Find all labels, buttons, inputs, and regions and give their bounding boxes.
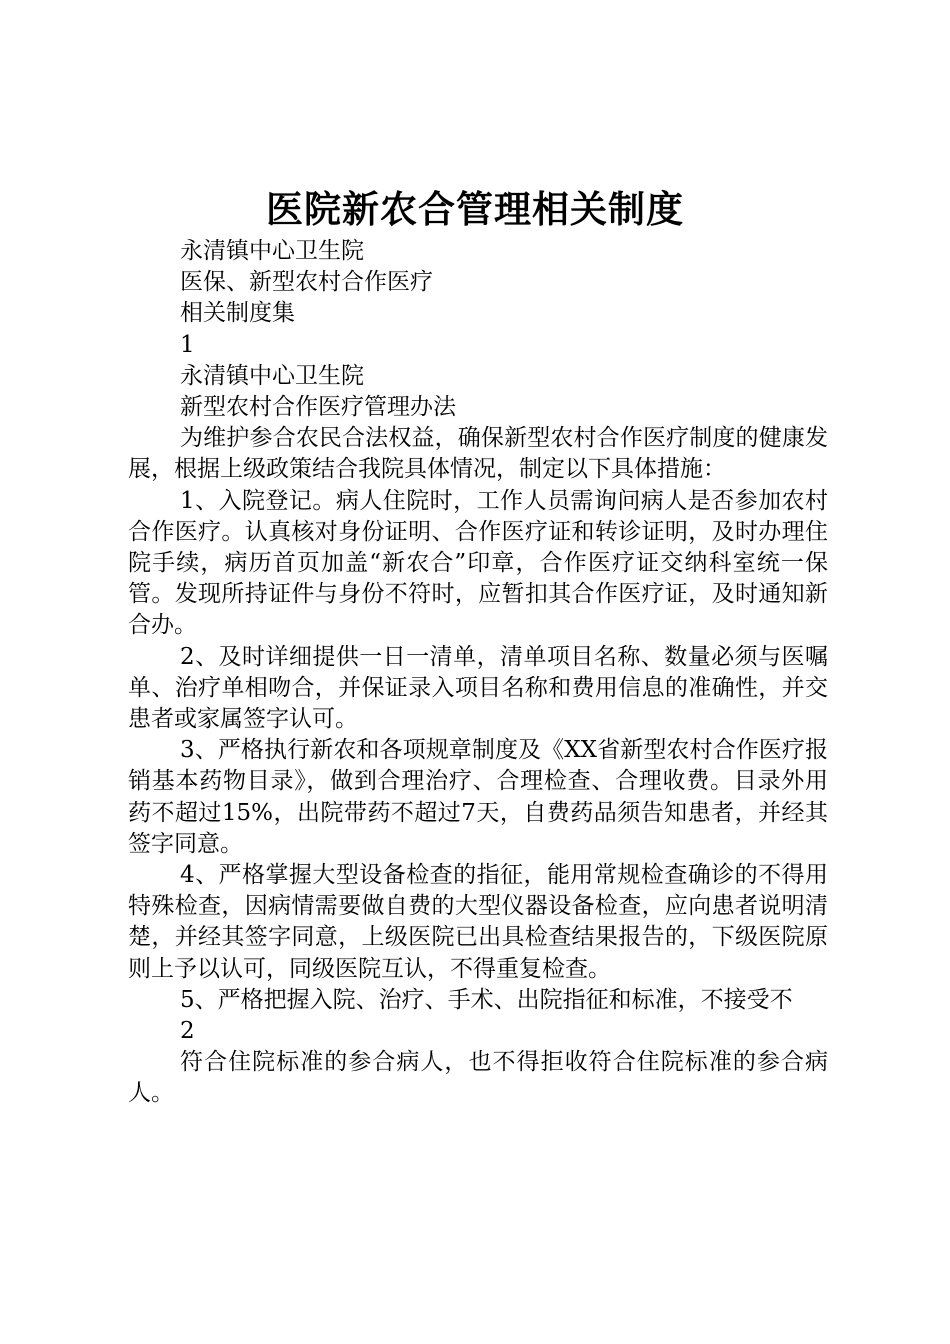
- item-paragraph: 5、严格把握入院、治疗、手术、出院指征和标准，不接受不: [180, 986, 793, 1013]
- continuation-paragraph: 符合住院标准的参合病人，也不得拒收符合住院标准的参合病人。: [128, 1049, 828, 1107]
- header-line-hospital: 永清镇中心卫生院: [180, 238, 364, 264]
- intro-paragraph: 为维护参合农民合法权益，确保新型农村合作医疗制度的健康发展，根据上级政策结合我院具体情况，制定以下具体措施：: [128, 425, 828, 483]
- section-heading: 新型农村合作医疗管理办法: [180, 394, 456, 421]
- header-line-insurance: 医保、新型农村合作医疗: [180, 269, 433, 296]
- page-number-2: 2: [180, 1018, 195, 1045]
- document-title: 医院新农合管理相关制度: [266, 187, 684, 231]
- item-paragraph: 3、严格执行新农和各项规章制度及《XX省新型农村合作医疗报销基本药物目录》，做到合理治疗、合理检查、合理收费。目录外用药不超过15%，出院带药不超过7天，自费药品须告知患者，并经其签字同意。: [128, 737, 828, 857]
- item-paragraph: 1、入院登记。病人住院时，工作人员需询问病人是否参加农村合作医疗。认真核对身份证明、合作医疗证和转诊证明，及时办理住院手续，病历首页加盖“新农合”印章，合作医疗证交纳科室统一保管。发现所持证件与身份不符时，应暂扣其合作医疗证，及时通知新合办。: [128, 487, 828, 639]
- header-line-hospital-2: 永清镇中心卫生院: [180, 362, 364, 389]
- item-paragraph: 4、严格掌握大型设备检查的指征，能用常规检查确诊的不得用特殊检查，因病情需要做自费的大型仪器设备检查，应向患者说明清楚，并经其签字同意，上级医院已出具检查结果报告的，下级医院原则上予以认可，同级医院互认，不得重复检查。: [128, 862, 828, 982]
- document-body: [128, 236, 828, 1110]
- item-paragraph: 2、及时详细提供一日一清单，清单项目名称、数量必须与医嘱单、治疗单相吻合，并保证录入项目名称和费用信息的准确性，并交患者或家属签字认可。: [128, 643, 828, 733]
- header-line-collection: 相关制度集: [180, 300, 295, 327]
- page-number-1: 1: [180, 331, 195, 358]
